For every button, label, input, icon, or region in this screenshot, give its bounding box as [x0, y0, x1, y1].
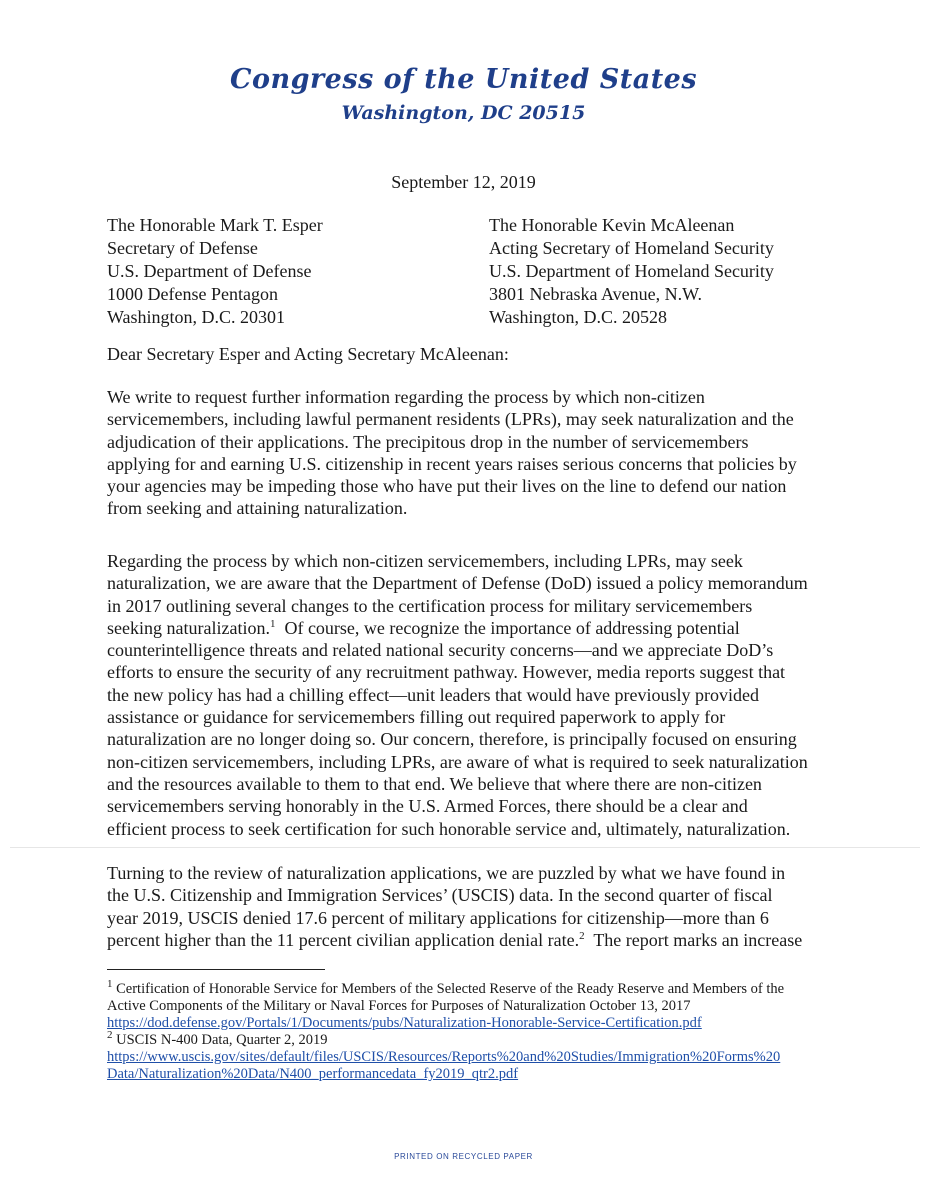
- text-segment: The report marks an increase: [584, 929, 803, 950]
- footnote-2-link[interactable]: Data/Naturalization%20Data/N400_performancedata_fy2019_qtr2.pdf: [107, 1066, 519, 1082]
- footnote-divider: [107, 969, 325, 970]
- footnote-1-link[interactable]: https://dod.defense.gov/Portals/1/Documents/pubs/Naturalization-Honorable-Service-Certification.pdf: [107, 1015, 702, 1031]
- text-line: [107, 617, 827, 639]
- text-line: naturalization are no longer doing so. Our concern, therefore, is principally focused on ensuring: [107, 729, 797, 750]
- footnote-ref-1: 1: [269, 617, 276, 630]
- footnote-number: 2: [107, 1029, 113, 1042]
- printed-on-recycled-paper-notice: PRINTED ON RECYCLED PAPER: [394, 1152, 533, 1161]
- text-line: non-citizen servicemembers, including LPRs, are aware of what is required to seek naturalization: [107, 751, 808, 772]
- text-segment: seeking naturalization.: [107, 617, 270, 638]
- paragraph-2: [107, 550, 827, 840]
- text-line: [107, 929, 827, 951]
- recipient-address-left: [107, 214, 323, 329]
- footnote-2-link-line: [107, 1049, 827, 1066]
- text-line: applying for and earning U.S. citizenship in recent years raises serious concerns that policies by: [107, 453, 797, 474]
- text-line: from seeking and attaining naturalization.: [107, 498, 408, 519]
- address-line: Secretary of Defense: [107, 238, 258, 258]
- address-line: 3801 Nebraska Avenue, N.W.: [489, 284, 702, 304]
- text-line: servicemembers, including lawful permanent residents (LPRs), may seek naturalization and the: [107, 409, 794, 430]
- footnote-1-link-line: [107, 1015, 827, 1032]
- address-line: U.S. Department of Homeland Security: [489, 261, 774, 281]
- text-line: assistance or guidance for servicemembers filling out required paperwork to apply for: [107, 707, 726, 728]
- text-segment: percent higher than the 11 percent civilian application denial rate.: [107, 929, 580, 950]
- text-line: and the resources available to them to that end. We believe that where there are non-citizen: [107, 773, 762, 794]
- footnotes: [107, 978, 827, 1083]
- text-line: Turning to the review of naturalization applications, we are puzzled by what we have found in: [107, 863, 786, 883]
- scan-artifact-line: [10, 847, 920, 848]
- text-line: Regarding the process by which non-citizen servicemembers, including LPRs, may seek: [107, 551, 743, 571]
- text-line: efforts to ensure the security of any recruitment pathway. However, media reports suggest that: [107, 662, 786, 683]
- address-line: U.S. Department of Defense: [107, 261, 312, 281]
- address-line: Acting Secretary of Homeland Security: [489, 238, 774, 258]
- address-line: The Honorable Mark T. Esper: [107, 215, 323, 235]
- text-line: adjudication of their applications. The precipitous drop in the number of servicemembers: [107, 431, 749, 452]
- footnote-number: 1: [107, 978, 113, 991]
- footnote-2-link-line: [107, 1066, 827, 1083]
- text-segment: Of course, we recognize the importance of addressing potential: [275, 617, 740, 638]
- address-line: The Honorable Kevin McAleenan: [489, 215, 735, 235]
- letterhead-subtitle: Washington, DC 20515: [341, 102, 586, 124]
- paragraph-3: [107, 862, 827, 951]
- paragraph-1: [107, 386, 827, 520]
- recipient-address-right: [489, 214, 774, 329]
- footnote-ref-2: 2: [579, 929, 585, 942]
- salutation: Dear Secretary Esper and Acting Secretary McAleenan:: [107, 344, 509, 364]
- text-line: year 2019, USCIS denied 17.6 percent of military applications for citizenship—more than 6: [107, 907, 769, 928]
- footnote-2-line: [107, 1029, 827, 1049]
- footnote-text: USCIS N-400 Data, Quarter 2, 2019: [112, 1032, 328, 1048]
- address-line: 1000 Defense Pentagon: [107, 284, 278, 304]
- address-line: Washington, D.C. 20528: [489, 307, 668, 327]
- letterhead-title: Congress of the United States: [229, 64, 698, 95]
- text-line: servicemembers serving honorably in the U.S. Armed Forces, there should be a clear and: [107, 796, 748, 817]
- text-line: your agencies may be impeding those who have put their lives on the line to defend our nation: [107, 476, 787, 497]
- letter-date: September 12, 2019: [391, 172, 536, 192]
- footnote-1-line: [107, 978, 827, 998]
- text-line: the U.S. Citizenship and Immigration Services’ (USCIS) data. In the second quarter of fiscal: [107, 885, 773, 906]
- footnote-1-line: Active Components of the Military or Naval Forces for Purposes of Naturalization October 13, 2017: [107, 998, 691, 1014]
- text-line: We write to request further information regarding the process by which non-citizen: [107, 387, 705, 407]
- text-line: the new policy has had a chilling effect—unit leaders that would have previously provided: [107, 684, 759, 705]
- footnote-text: Certification of Honorable Service for Members of the Selected Reserve of the Ready Reserve and Members of the: [112, 981, 785, 997]
- text-line: counterintelligence threats and related national security concerns—and we appreciate DoD’s: [107, 640, 774, 661]
- text-line: naturalization, we are aware that the Department of Defense (DoD) issued a policy memorandum: [107, 573, 808, 594]
- text-line: in 2017 outlining several changes to the certification process for military servicemembers: [107, 595, 753, 616]
- text-line: efficient process to seek certification for such honorable service and, ultimately, naturalization.: [107, 818, 791, 839]
- footnote-2-link[interactable]: https://www.uscis.gov/sites/default/files/USCIS/Resources/Reports%20and%20Studies/Immigration%20Forms%20: [107, 1049, 781, 1065]
- address-line: Washington, D.C. 20301: [107, 307, 286, 327]
